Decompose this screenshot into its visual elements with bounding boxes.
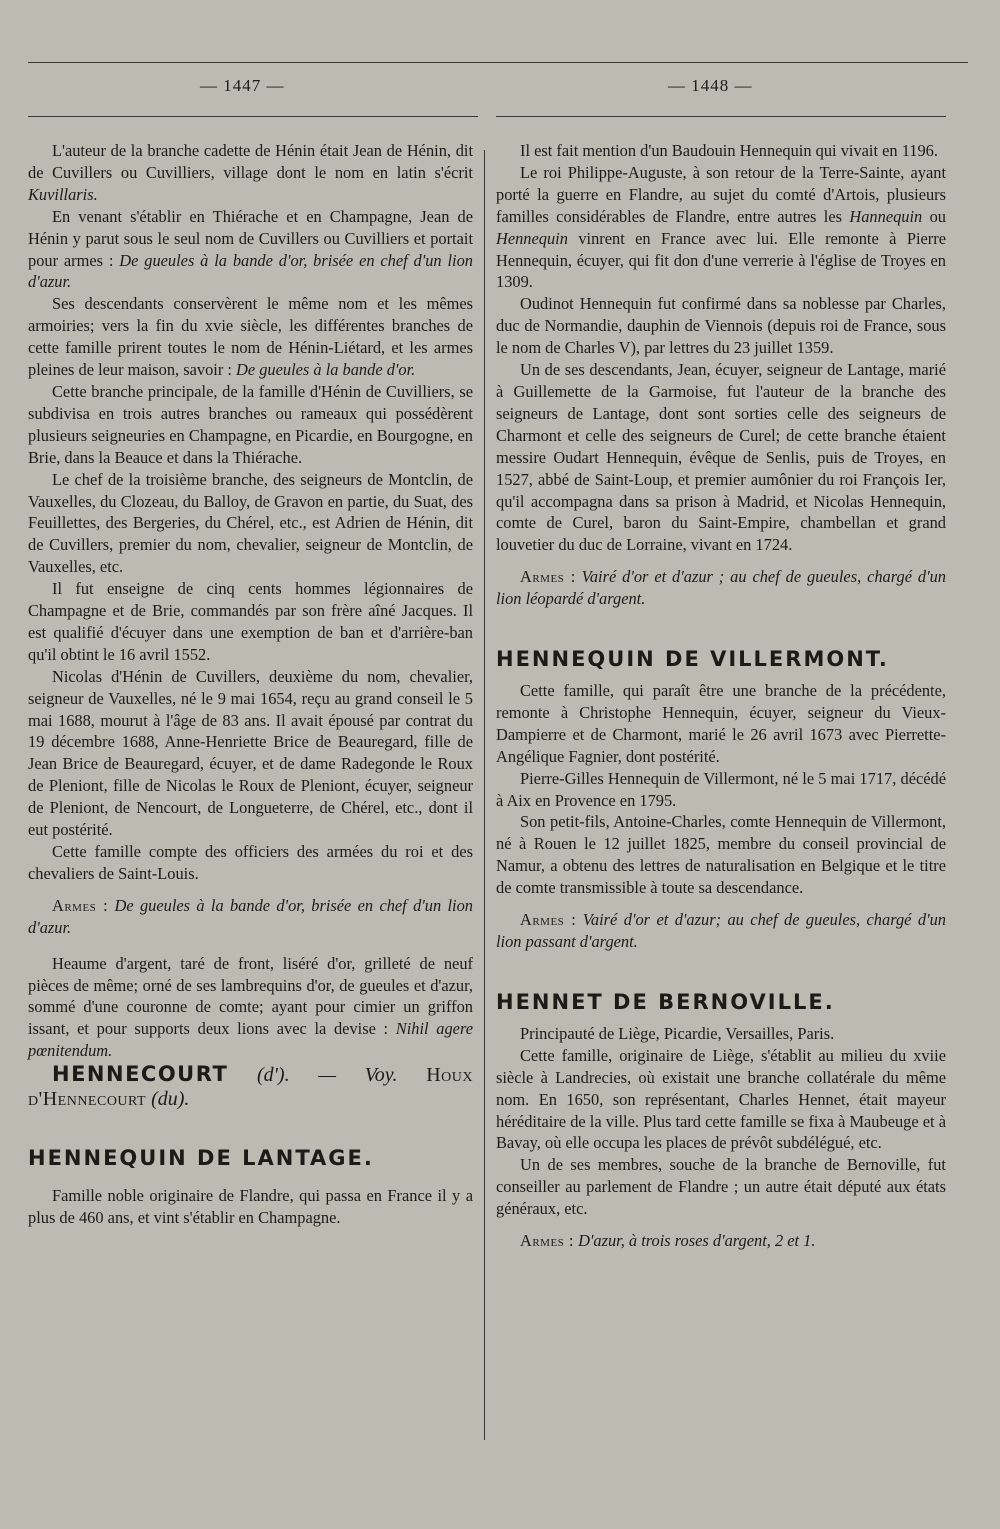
section-heading-bernoville: HENNET DE BERNOVILLE. xyxy=(496,989,835,1014)
paragraph: Ses descendants conservèrent le même nom et les mêmes armoiries; vers la fin du xvie siècle, les différentes branches de cette famille prirent toutes le nom de Hénin-Liétard, et les armes pleines de leur maison, savoir : De gueules à la bande d'or. xyxy=(28,294,473,380)
arms-label: Armes : xyxy=(52,895,109,915)
left-page-number: — 1447 — xyxy=(200,76,285,95)
paragraph: Il fut enseigne de cinq cents hommes légionnaires de Champagne et de Brie, commandés par son frère aîné Jacques. Il est qualifié d'écuyer dans une exemption de ban et d'arrière-ban qu'il obtint le 16 avril 1552. xyxy=(28,579,473,664)
arms-label: Armes : xyxy=(520,567,576,587)
paragraph: Le roi Philippe-Auguste, à son retour de la Terre-Sainte, ayant porté la guerre en Flandre, au sujet du comté d'Artois, plusieurs familles considérables de Flandre, entre autres les Hannequin ou Hennequin vinrent en France avec lui. Elle remonte à Pierre Hennequin, écuyer, qui fit don d'une verrerie à l'église de Troyes en 1309. xyxy=(496,162,947,292)
section-heading-lantage: HENNEQUIN DE LANTAGE. xyxy=(28,1146,374,1171)
paragraph: Pierre-Gilles Hennequin de Villermont, né le 5 mai 1717, décédé à Aix en Provence en 1795. xyxy=(496,768,946,810)
paragraph: Cette famille, originaire de Liège, s'établit au milieu du xviie siècle à Landrecies, où existait une branche collatérale du même nom. En 1650, son représentant, Charles Hennet, était mayeur héréditaire de la ville. Plus tard cette famille se fixa à Maubeuge et à Bavay, où elle occupa les places de prévôt subdélégué, etc. xyxy=(496,1045,946,1153)
paragraph: Heaume d'argent, taré de front, liséré d'or, grilleté de neuf pièces de même; orné de ses lambrequins d'or, de gueules et d'azur, sommé d'une couronne de comte; ayant pour cimier un griffon issant, et pour supports deux lions avec la devise : Nihil agere pœnitendum. xyxy=(28,953,473,1061)
arms-label: Armes : xyxy=(520,910,577,930)
hennecourt-entry: HENNECOURT (d'). — Voy. Houx d'Hennecourt (du). xyxy=(28,1062,473,1111)
paragraph: Oudinot Hennequin fut confirmé dans sa noblesse par Charles, duc de Normandie, dauphin de Viennois (depuis roi de France, sous le nom de Charles V), par lettres du 23 juillet 1359. xyxy=(496,294,946,358)
arms-line: Armes : De gueules à la bande d'or, brisée en chef d'un lion d'azur. xyxy=(28,895,473,937)
right-column xyxy=(496,140,946,1252)
left-column xyxy=(28,140,473,1229)
paragraph: En venant s'établir en Thiérache et en Champagne, Jean de Hénin y parut sous le seul nom de Cuvillers ou Cuvilliers et portait pour armes : De gueules à la bande d'or, brisée en chef d'un lion d'azur. xyxy=(28,206,473,292)
paragraph: Cette famille, qui paraît être une branche de la précédente, remonte à Christophe Hennequin, écuyer, seigneur du Vieux-Dampierre et de Charmont, marié le 26 avril 1673 avec Pierrette-Angélique Fagnier, dont postérité. xyxy=(496,681,946,766)
paragraph: Un de ses membres, souche de la branche de Bernoville, fut conseiller au parlement de Flandre ; un autre était député aux états généraux, etc. xyxy=(496,1155,946,1219)
header-rule-right xyxy=(496,116,946,117)
top-rule xyxy=(28,62,968,63)
right-page-number: — 1448 — xyxy=(668,76,753,95)
paragraph: L'auteur de la branche cadette de Hénin était Jean de Hénin, dit de Cuvillers ou Cuvilliers, village dont le nom en latin s'écrit Kuvillaris. xyxy=(28,141,473,204)
column-divider xyxy=(484,150,485,1440)
paragraph: Il est fait mention d'un Baudouin Hennequin qui vivait en 1196. xyxy=(520,141,938,160)
paragraph: Famille noble originaire de Flandre, qui passa en France il y a plus de 460 ans, et vint s'établir en Champagne. xyxy=(28,1186,473,1228)
paragraph: Nicolas d'Hénin de Cuvillers, deuxième du nom, chevalier, seigneur de Vauxelles, né le 9 mai 1654, reçu au grand conseil le 5 mai 1688, mourut à l'âge de 83 ans. Il avait épousé par contrat du 19 décembre 1688, Anne-Henriette Brice de Beauregard, fille de Jean Brice de Beauregard, écuyer, et de dame Radegonde le Roux de Pleniont, fille de Nicolas le Roux de Pleniont, écuyer, seigneur de Pleniont, de Nencourt, de Longueterre, de Chérel, etc., dont il eut postérité. xyxy=(28,666,473,840)
arms-line: Armes : D'azur, à trois roses d'argent, 2 et 1. xyxy=(520,1231,816,1251)
arms-line: Armes : Vairé d'or et d'azur; au chef de gueules, chargé d'un lion passant d'argent. xyxy=(496,910,946,951)
paragraph: Son petit-fils, Antoine-Charles, comte Hennequin de Villermont, né à Rouen le 12 juillet 1825, membre du conseil provincial de Namur, a obtenu des lettres de naturalisation en Belgique et le titre de comte transmissible à toute sa descendance. xyxy=(496,812,946,898)
paragraph: Le chef de la troisième branche, des seigneurs de Montclin, de Vauxelles, du Clozeau, du Balloy, de Gravon en partie, du Suat, des Feuillettes, des Bergeries, du Chérel, etc., est Adrien de Hénin, dit de Cuvillers, premier du nom, chevalier, seigneur de Montclin, de Vauxelles, etc. xyxy=(28,469,473,577)
arms-line: Armes : Vairé d'or et d'azur ; au chef de gueules, chargé d'un lion léopardé d'argent. xyxy=(496,567,946,609)
paragraph: Cette famille compte des officiers des armées du roi et des chevaliers de Saint-Louis. xyxy=(28,842,473,883)
arms-label: Armes : xyxy=(520,1231,574,1251)
paragraph: Un de ses descendants, Jean, écuyer, seigneur de Lantage, marié à Guillemette de la Garmoise, fut l'auteur de la branche des seigneurs de Lantage, dont sont sorties celle des seigneurs de Charmont et celle des seigneurs de Curel; de cette branche étaient messire Oudart Hennequin, évêque de Senlis, puis de Troyes, en 1527, abbé de Saint-Loup, et premier aumônier du roi François Ier, qu'il accompagna dans sa prison à Madrid, et Nicolas Hennequin, comte de Curel, baron du Saint-Empire, chambellan et grand louvetier du duc de Lorraine, vivant en 1724. xyxy=(496,360,946,555)
paragraph: Cette branche principale, de la famille d'Hénin de Cuvilliers, se subdivisa en trois autres branches ou rameaux qui possédèrent plusieurs seigneuries en Champagne, en Picardie, en Bourgogne, en Brie, dans la Beauce et dans la Thiérache. xyxy=(28,381,473,467)
header-rule-left xyxy=(28,116,478,117)
paragraph: Principauté de Liège, Picardie, Versailles, Paris. xyxy=(520,1023,835,1043)
section-heading-villermont: HENNEQUIN DE VILLERMONT. xyxy=(496,647,889,672)
